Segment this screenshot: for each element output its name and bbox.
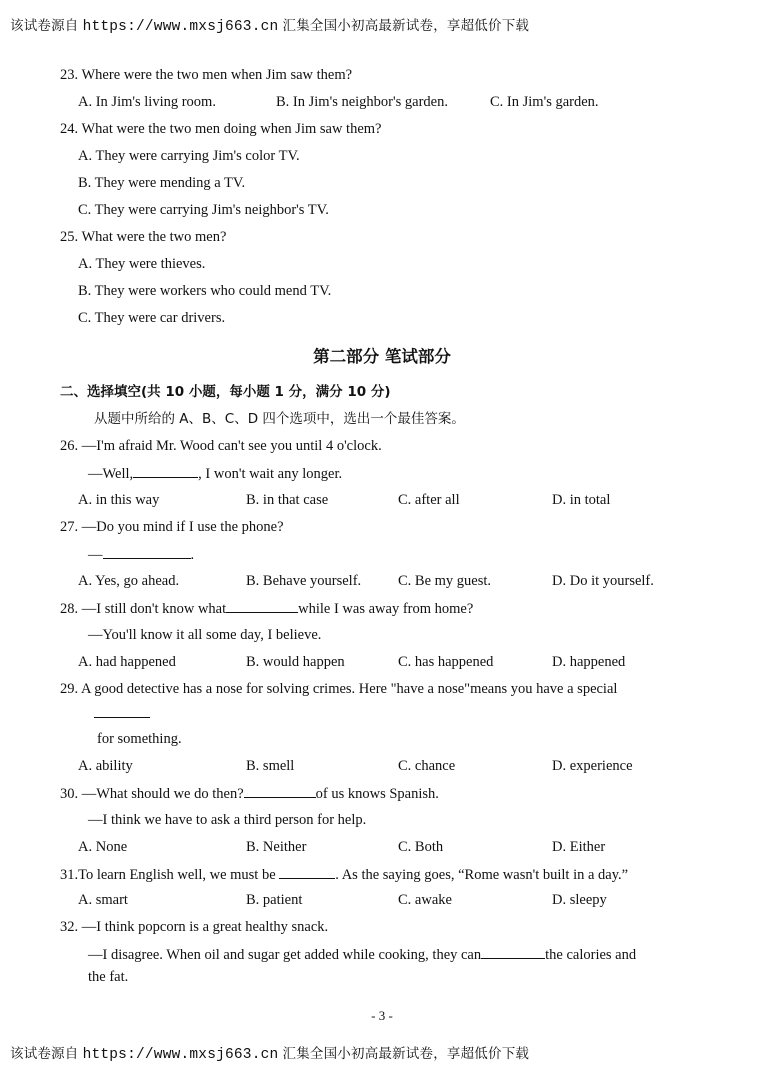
- section-two-heading: [60, 383, 391, 401]
- question-25-stem: 25. What were the two men?: [60, 229, 227, 245]
- question-30-option-c: C. Both: [398, 839, 444, 855]
- question-29-option-c: C. chance: [398, 758, 456, 774]
- question-23-stem: 23. Where were the two men when Jim saw them?: [60, 67, 353, 83]
- question-29-line1: 29. A good detective has a nose for solving crimes. Here "have a nose"means you have a special: [60, 681, 618, 697]
- question-32-line3: the fat.: [88, 969, 129, 985]
- question-27-line2-end: .: [190, 547, 195, 563]
- question-27-line2-start: —: [88, 547, 103, 563]
- question-28-option-d: D. happened: [552, 654, 626, 670]
- question-28-option-c: C. has happened: [398, 654, 494, 670]
- question-26-option-b: B. in that case: [246, 492, 329, 508]
- question-28-option-b: B. would happen: [246, 654, 345, 670]
- question-27-line2: [88, 545, 194, 564]
- question-26-line2-start: —Well,: [88, 466, 134, 482]
- question-31-option-c: C. awake: [398, 892, 452, 908]
- question-25-option-c: C. They were car drivers.: [78, 310, 226, 326]
- bottom-banner: [10, 1042, 529, 1063]
- question-29-option-b: B. smell: [246, 758, 295, 774]
- question-32-line2-start: —I disagree. When oil and sugar get added while cooking, they can: [88, 947, 482, 963]
- question-30-line1: [60, 784, 439, 803]
- question-31-option-b: B. patient: [246, 892, 303, 908]
- question-24-option-c: C. They were carrying Jim's neighbor's TV.: [78, 202, 329, 218]
- banner-suffix: 汇集全国小初高最新试卷，享超低价下载: [282, 18, 530, 34]
- question-30-line2: —I think we have to ask a third person for help.: [88, 812, 367, 828]
- question-27-line1: 27. —Do you mind if I use the phone?: [60, 519, 284, 535]
- question-31-blank: [279, 865, 335, 879]
- question-28-line1-start: 28. —I still don't know what: [60, 601, 227, 617]
- question-30-line1-end: of us knows Spanish.: [315, 786, 439, 802]
- question-30-option-d: D. Either: [552, 839, 606, 855]
- question-23-option-c: C. In Jim's garden.: [490, 94, 599, 110]
- question-28-blank: [226, 599, 298, 613]
- question-32-line2: [88, 945, 636, 964]
- question-31-line1: [60, 865, 628, 884]
- question-27-blank: [103, 545, 191, 559]
- question-31-line1-start: 31.To learn English well, we must be: [60, 867, 280, 883]
- banner-suffix: 汇集全国小初高最新试卷，享超低价下载: [282, 1046, 530, 1062]
- question-30-line1-start: 30. —What should we do then?: [60, 786, 244, 802]
- question-27-option-b: B. Behave yourself.: [246, 573, 362, 589]
- question-24-option-b: B. They were mending a TV.: [78, 175, 246, 191]
- question-25-option-a: A. They were thieves.: [78, 256, 206, 272]
- question-27-option-c: C. Be my guest.: [398, 573, 492, 589]
- question-23-option-b: B. In Jim's neighbor's garden.: [276, 94, 448, 110]
- question-26-line2-end: , I won't wait any longer.: [198, 466, 343, 482]
- banner-url-link[interactable]: https://www.mxsj663.cn: [82, 19, 279, 35]
- question-28-line2: —You'll know it all some day, I believe.: [88, 627, 322, 643]
- question-32-line1: 32. —I think popcorn is a great healthy snack.: [60, 919, 329, 935]
- question-25-option-b: B. They were workers who could mend TV.: [78, 283, 332, 299]
- question-26-option-d: D. in total: [552, 492, 611, 508]
- question-28-line1-end: while I was away from home?: [298, 601, 474, 617]
- question-31-line1-end: . As the saying goes, “Rome wasn't built in a day.”: [335, 867, 629, 883]
- question-26-line2: [88, 464, 342, 483]
- question-28-line1: [60, 599, 473, 618]
- section-two-heading-text: 二、选择填空(共 10 小题，每小题 1 分，满分 10 分): [60, 384, 391, 400]
- question-29-option-a: A. ability: [78, 758, 133, 774]
- banner-prefix: 该试卷源自: [10, 1046, 79, 1062]
- part-two-title: 第二部分 笔试部分: [313, 347, 451, 366]
- question-31-option-a: A. smart: [78, 892, 128, 908]
- question-24-option-a: A. They were carrying Jim's color TV.: [78, 148, 300, 164]
- question-28-option-a: A. had happened: [78, 654, 176, 670]
- question-27-option-d: D. Do it yourself.: [552, 573, 654, 589]
- question-26-blank: [133, 464, 198, 478]
- top-banner: [10, 14, 529, 35]
- question-30-option-a: A. None: [78, 839, 128, 855]
- question-26-option-c: C. after all: [398, 492, 460, 508]
- question-29-line3: for something.: [97, 731, 182, 747]
- question-31-option-d: D. sleepy: [552, 892, 607, 908]
- question-23-option-a: A. In Jim's living room.: [78, 94, 216, 110]
- question-29-blank: [94, 716, 150, 718]
- question-26-line1: 26. —I'm afraid Mr. Wood can't see you until 4 o'clock.: [60, 438, 382, 454]
- banner-prefix: 该试卷源自: [10, 18, 79, 34]
- page-number: - 3 -: [371, 1008, 393, 1023]
- question-30-blank: [244, 784, 316, 798]
- question-32-line2-end: the calories and: [545, 947, 637, 963]
- question-32-blank: [481, 945, 545, 959]
- question-24-stem: 24. What were the two men doing when Jim saw them?: [60, 121, 382, 137]
- section-two-instruction: [94, 410, 465, 428]
- section-two-instruction-text: 从题中所给的 A、B、C、D 四个选项中，选出一个最佳答案。: [94, 411, 465, 427]
- question-29-option-d: D. experience: [552, 758, 633, 774]
- question-26-option-a: A. in this way: [78, 492, 160, 508]
- banner-url-link[interactable]: https://www.mxsj663.cn: [82, 1047, 279, 1063]
- question-27-option-a: A. Yes, go ahead.: [78, 573, 180, 589]
- question-30-option-b: B. Neither: [246, 839, 307, 855]
